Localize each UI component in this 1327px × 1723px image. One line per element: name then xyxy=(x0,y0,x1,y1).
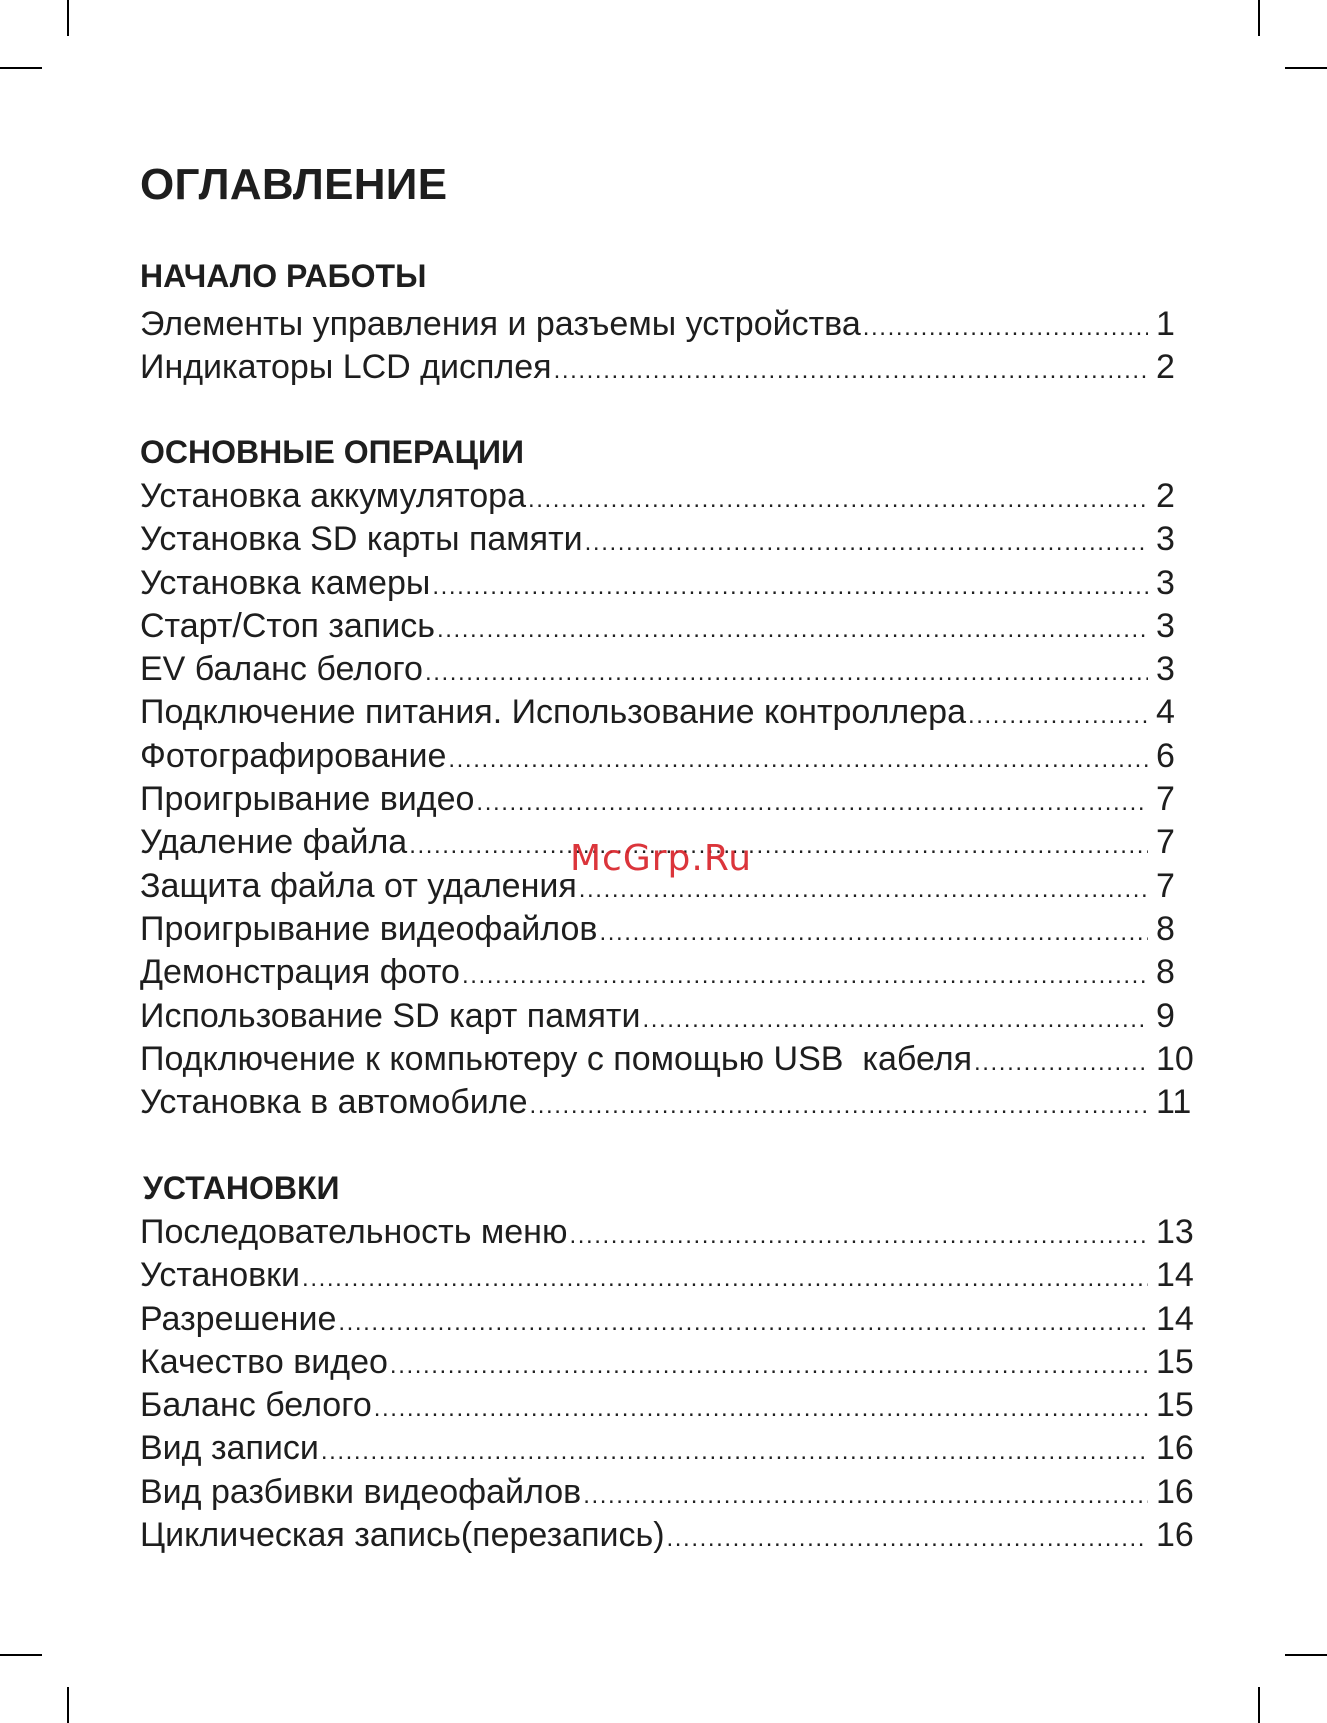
toc-entry-page: 8 xyxy=(1156,909,1175,948)
crop-mark-bottom-left xyxy=(67,1687,69,1723)
toc-entry-page: 1 xyxy=(1156,305,1175,343)
section-heading-basic-operations: ОСНОВНЫЕ ОПЕРАЦИИ xyxy=(140,434,525,470)
dot-leader xyxy=(569,1214,1148,1257)
crop-mark-top-left xyxy=(67,0,69,36)
toc-entry-title: Подключение питания. Использование контроллера xyxy=(140,693,966,732)
toc-entry-title: Установка аккумулятора xyxy=(140,477,526,515)
toc-entry[interactable] xyxy=(140,1427,1200,1470)
toc-entry[interactable] xyxy=(140,648,1200,691)
toc-entry[interactable] xyxy=(140,562,1200,605)
toc-entry[interactable] xyxy=(140,1384,1200,1427)
toc-entry-title: Установки xyxy=(140,1256,301,1295)
toc-entry-page: 14 xyxy=(1156,1256,1194,1295)
dot-leader xyxy=(585,521,1148,564)
crop-mark-bottom-left-horizontal xyxy=(0,1654,42,1656)
toc-entry-page: 15 xyxy=(1156,1386,1194,1425)
toc-entry[interactable] xyxy=(140,303,1200,346)
dot-leader xyxy=(642,998,1148,1041)
toc-entry-title: Вид разбивки видеофайлов xyxy=(140,1472,582,1511)
toc-entry-title: Циклическая запись(перезапись) xyxy=(140,1516,665,1555)
dot-leader xyxy=(600,911,1149,954)
dot-leader xyxy=(583,1474,1148,1517)
toc-entry-title: Качество видео xyxy=(140,1342,388,1381)
toc-entry-title: Проигрывание видео xyxy=(140,780,475,819)
toc-entry[interactable] xyxy=(140,995,1200,1038)
toc-entry-title: Разрешение xyxy=(140,1299,337,1338)
toc-entry-title: Использование SD карт памяти xyxy=(140,996,641,1035)
toc-entry-page: 14 xyxy=(1156,1299,1194,1338)
dot-leader xyxy=(390,1344,1148,1387)
dot-leader xyxy=(863,306,1148,349)
toc-entry[interactable] xyxy=(140,1038,1200,1081)
toc-entry-page: 9 xyxy=(1156,996,1175,1035)
toc-entry[interactable] xyxy=(140,951,1200,994)
dot-leader xyxy=(462,954,1148,997)
dot-leader xyxy=(667,1517,1148,1560)
toc-entry[interactable] xyxy=(140,1254,1200,1297)
toc-entry[interactable] xyxy=(140,605,1200,648)
toc-entry-page: 3 xyxy=(1156,650,1175,689)
dot-leader xyxy=(554,349,1148,392)
toc-entry[interactable] xyxy=(140,1341,1200,1384)
toc-entry-page: 16 xyxy=(1156,1516,1194,1555)
dot-leader xyxy=(528,478,1148,521)
toc-entry-title: Последовательность меню xyxy=(140,1213,568,1251)
toc-entry-title: Старт/Стоп запись xyxy=(140,606,435,645)
toc-entry-page: 2 xyxy=(1156,348,1175,387)
toc-entry[interactable] xyxy=(140,908,1200,951)
toc-entry[interactable] xyxy=(140,518,1200,561)
crop-mark-top-right xyxy=(1258,0,1260,36)
toc-entry-page: 16 xyxy=(1156,1472,1194,1511)
toc-entry-page: 16 xyxy=(1156,1429,1194,1468)
toc-list-basic-operations xyxy=(140,475,1200,1124)
toc-entry-page: 7 xyxy=(1156,780,1175,819)
toc-entry-page: 11 xyxy=(1156,1083,1192,1122)
watermark: McGrp.Ru xyxy=(570,838,753,879)
section-heading-settings: УСТАНОВКИ xyxy=(143,1170,340,1206)
toc-list-settings xyxy=(140,1211,1200,1557)
toc-entry-title: Индикаторы LCD дисплея xyxy=(140,348,552,387)
toc-entry[interactable] xyxy=(140,1471,1200,1514)
dot-leader xyxy=(974,1041,1148,1084)
toc-entry[interactable] xyxy=(140,1298,1200,1341)
toc-entry[interactable] xyxy=(140,691,1200,734)
crop-mark-top-left-horizontal xyxy=(0,67,42,69)
dot-leader xyxy=(338,1301,1148,1344)
toc-entry[interactable] xyxy=(140,346,1200,389)
toc-entry[interactable] xyxy=(140,1211,1200,1254)
toc-entry-page: 7 xyxy=(1156,866,1175,905)
toc-entry-page: 10 xyxy=(1156,1039,1194,1078)
dot-leader xyxy=(374,1387,1148,1430)
crop-mark-top-right-horizontal xyxy=(1285,67,1327,69)
dot-leader xyxy=(529,1084,1148,1127)
toc-entry-page: 4 xyxy=(1156,693,1175,732)
toc-entry-title: Элементы управления и разъемы устройства xyxy=(140,305,861,343)
dot-leader xyxy=(432,565,1148,608)
toc-entry-page: 3 xyxy=(1156,606,1175,645)
toc-entry-page: 2 xyxy=(1156,477,1175,515)
dot-leader xyxy=(437,608,1148,651)
toc-entry-page: 8 xyxy=(1156,953,1175,992)
toc-entry-title: Удаление файла xyxy=(140,823,408,862)
toc-entry-title: Защита файла от удаления xyxy=(140,866,577,905)
page-title: ОГЛАВЛЕНИЕ xyxy=(140,160,448,209)
toc-entry-title: EV баланс белого xyxy=(140,650,423,689)
toc-entry-title: Проигрывание видеофайлов xyxy=(140,909,598,948)
toc-entry-page: 7 xyxy=(1156,823,1175,862)
toc-entry-title: Установка SD карты памяти xyxy=(140,520,583,559)
toc-entry-page: 15 xyxy=(1156,1342,1194,1381)
crop-mark-bottom-right-horizontal xyxy=(1285,1654,1327,1656)
dot-leader xyxy=(302,1257,1148,1300)
dot-leader xyxy=(425,651,1148,694)
dot-leader xyxy=(409,824,1148,867)
toc-entry-title: Вид записи xyxy=(140,1429,319,1468)
dot-leader xyxy=(321,1430,1148,1473)
toc-entry-title: Фотографирование xyxy=(140,736,447,775)
toc-entry[interactable] xyxy=(140,475,1200,518)
toc-entry[interactable] xyxy=(140,778,1200,821)
section-heading-getting-started: НАЧАЛО РАБОТЫ xyxy=(140,258,427,294)
toc-entry-title: Установка в автомобиле xyxy=(140,1083,528,1122)
toc-entry-title: Установка камеры xyxy=(140,563,431,602)
toc-entry[interactable] xyxy=(140,1514,1200,1557)
toc-entry-page: 6 xyxy=(1156,736,1175,775)
toc-entry-title: Баланс белого xyxy=(140,1386,372,1425)
toc-entry-title: Подключение к компьютеру с помощью USB кабеля xyxy=(140,1039,972,1078)
dot-leader xyxy=(448,738,1148,781)
toc-entry[interactable] xyxy=(140,1081,1200,1124)
toc-entry-page: 3 xyxy=(1156,520,1175,559)
dot-leader xyxy=(476,781,1148,824)
dot-leader xyxy=(968,694,1148,737)
toc-entry-page: 3 xyxy=(1156,563,1175,602)
toc-entry[interactable] xyxy=(140,735,1200,778)
toc-list-getting-started xyxy=(140,303,1200,390)
toc-entry-page: 13 xyxy=(1156,1213,1194,1251)
toc-entry-title: Демонстрация фото xyxy=(140,953,460,992)
crop-mark-bottom-right xyxy=(1258,1687,1260,1723)
